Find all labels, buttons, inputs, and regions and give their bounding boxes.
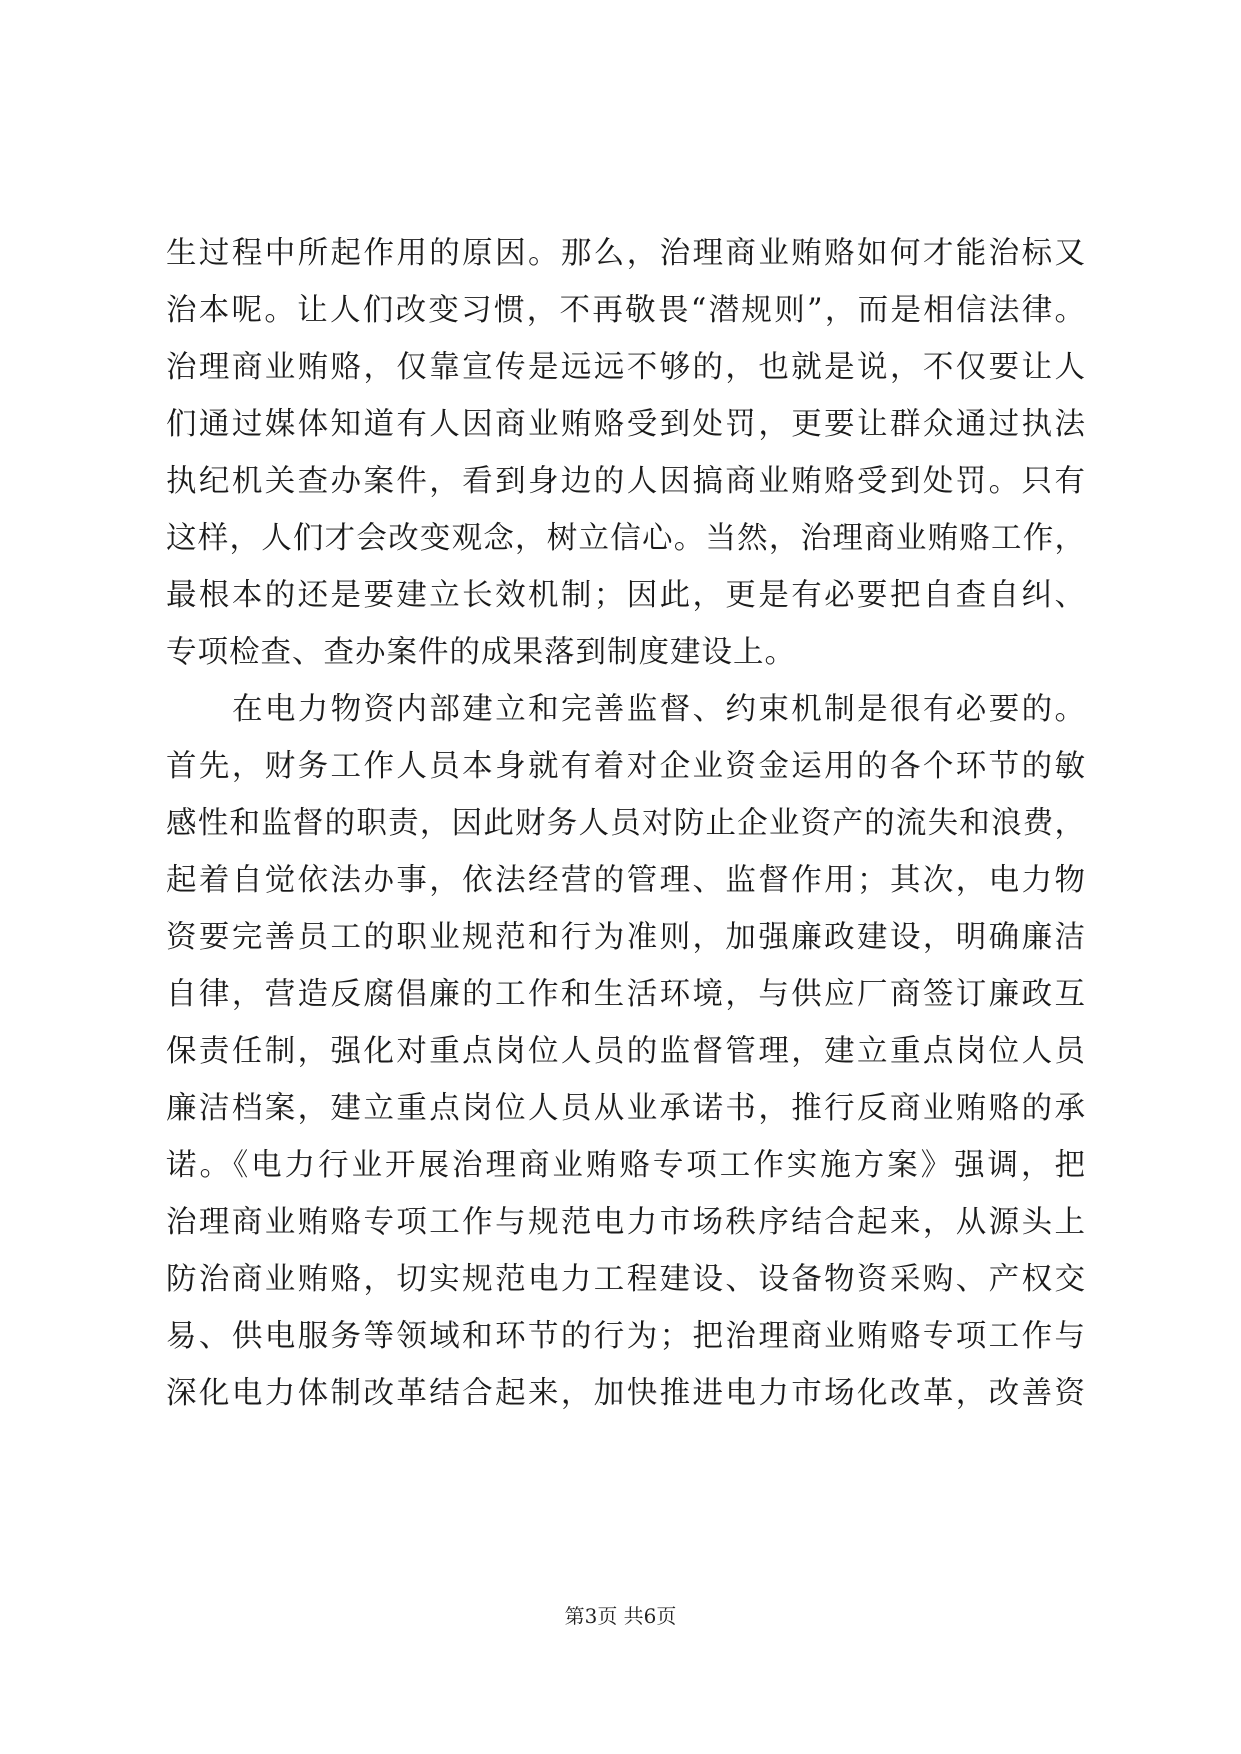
paragraph-2-line-4: 起着自觉依法办事，依法经营的管理、监督作用；其次，电力物 [166, 863, 1086, 898]
paragraph-2-line-12: 易、供电服务等领域和环节的行为；把治理商业贿赂专项工作与 [166, 1319, 1086, 1354]
paragraph-1-line-2: 治本呢。让人们改变习惯，不再敬畏“潜规则”，而是相信法律。 [166, 293, 1086, 328]
paragraph-1-line-3: 治理商业贿赂，仅靠宣传是远远不够的，也就是说，不仅要让人 [166, 350, 1086, 385]
paragraph-1-line-8: 专项检查、查办案件的成果落到制度建设上。 [166, 635, 796, 670]
paragraph-2-line-13: 深化电力体制改革结合起来，加快推进电力市场化改革，改善资 [166, 1376, 1086, 1411]
paragraph-2-line-8: 廉洁档案，建立重点岗位人员从业承诺书，推行反商业贿赂的承 [166, 1091, 1086, 1126]
paragraph-2-line-7: 保责任制，强化对重点岗位人员的监督管理，建立重点岗位人员 [166, 1034, 1086, 1069]
paragraph-2-line-11: 防治商业贿赂，切实规范电力工程建设、设备物资采购、产权交 [166, 1262, 1086, 1297]
paragraph-2-line-2: 首先，财务工作人员本身就有着对企业资金运用的各个环节的敏 [166, 749, 1086, 784]
paragraph-2-line-5: 资要完善员工的职业规范和行为准则，加强廉政建设，明确廉洁 [166, 920, 1086, 955]
paragraph-1-line-1: 生过程中所起作用的原因。那么，治理商业贿赂如何才能治标又 [166, 236, 1086, 271]
body-text [166, 225, 1086, 1422]
paragraph-2-line-1: 在电力物资内部建立和完善监督、约束机制是很有必要的。 [232, 692, 1086, 727]
paragraph-1-line-4: 们通过媒体知道有人因商业贿赂受到处罚，更要让群众通过执法 [166, 407, 1086, 442]
paragraph-1-line-5: 执纪机关查办案件，看到身边的人因搞商业贿赂受到处罚。只有 [166, 464, 1086, 499]
page-number-label: 第3页 共6页 [564, 1604, 677, 1628]
paragraph-1-line-6: 这样，人们才会改变观念，树立信心。当然，治理商业贿赂工作， [166, 521, 1086, 556]
page-footer [0, 1602, 1241, 1630]
paragraph-2-line-6: 自律，营造反腐倡廉的工作和生活环境，与供应厂商签订廉政互 [166, 977, 1086, 1012]
paragraph-2-line-9: 诺。《电力行业开展治理商业贿赂专项工作实施方案》强调，把 [166, 1148, 1086, 1183]
paragraph-1-line-7: 最根本的还是要建立长效机制；因此，更是有必要把自查自纠、 [166, 578, 1086, 613]
paragraph-2-line-3: 感性和监督的职责，因此财务人员对防止企业资产的流失和浪费， [166, 806, 1086, 841]
paragraph-2-line-10: 治理商业贿赂专项工作与规范电力市场秩序结合起来，从源头上 [166, 1205, 1086, 1240]
